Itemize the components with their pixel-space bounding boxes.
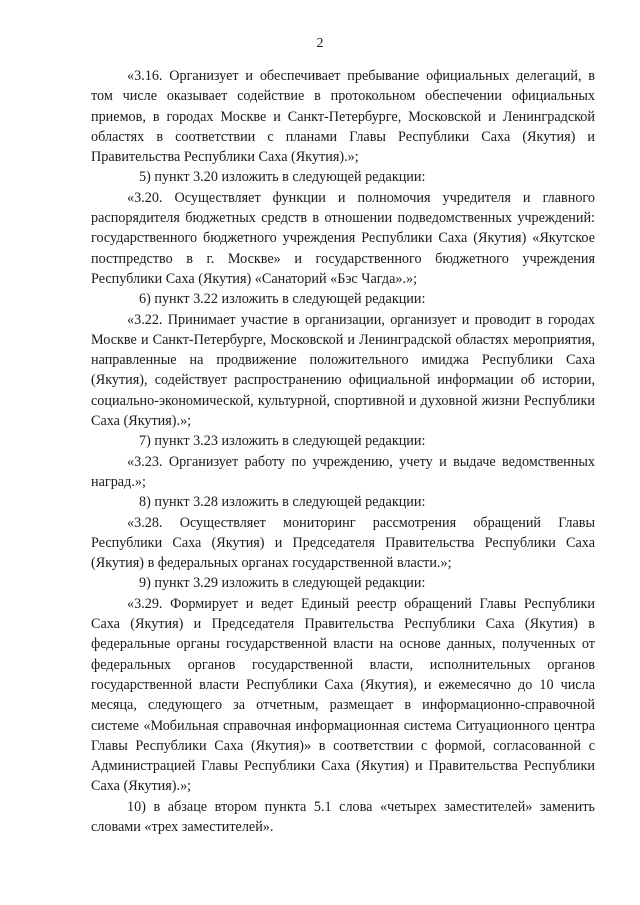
amendment-instruction-6: 6) пункт 3.22 изложить в следующей редакции: (139, 291, 426, 308)
amendment-instruction-9: 9) пункт 3.29 изложить в следующей редакции: (139, 575, 426, 592)
paragraph-3-29: «3.29. Формирует и ведет Единый реестр обращений Главы Республики Саха (Якутия) и Председателя Правительства Республики Саха (Якутия) в федеральные органы государственной власти на основе данных, полученных от федеральных органов государственной власти, исполнительных органов государственной власти Республики Саха (Якутия), и ежемесячно до 10 числа месяца, следующего за отчетным, размещает в информационно-справочной системе «Мобильная справочная информационная система Ситуационного центра Главы Республики Саха (Якутия)» в соответствии с формой, согласованной с Администрацией Главы Республики Саха (Якутия) и Правительства Республики Саха (Якутия).»; (91, 595, 595, 795)
page-number: 2 (316, 36, 324, 51)
amendment-instruction-5: 5) пункт 3.20 изложить в следующей редакции: (139, 169, 426, 186)
paragraph-3-28: «3.28. Осуществляет мониторинг рассмотрения обращений Главы Республики Саха (Якутия) и Председателя Правительства Республики Саха (Якутия) в федеральных органах государственной власти.»; (91, 514, 595, 572)
amendment-instruction-10: 10) в абзаце втором пункта 5.1 слова «четырех заместителей» заменить словами «трех заместителей». (91, 798, 595, 835)
amendment-instruction-8: 8) пункт 3.28 изложить в следующей редакции: (139, 494, 426, 511)
paragraph-3-22: «3.22. Принимает участие в организации, организует и проводит в городах Москве и Санкт-Петербурге, Московской и Ленинградской областях мероприятия, направленные на продвижение положительного имиджа Республики Саха (Якутия), содействует распространению официальной информации об истории, социально-экономической, культурной, спортивной и духовной жизни Республики Саха (Якутия).»; (91, 311, 595, 430)
paragraph-3-16: «3.16. Организует и обеспечивает пребывание официальных делегаций, в том числе оказывает содействие в протокольном обеспечении официальных приемов, в городах Москве и Санкт-Петербурге, Московской и Ленинградской областях в соответствии с планами Главы Республики Саха (Якутия) и Правительства Республики Саха (Якутия).»; (91, 68, 595, 166)
paragraph-3-23: «3.23. Организует работу по учреждению, учету и выдаче ведомственных наград.»; (91, 453, 595, 490)
document-body (91, 66, 595, 837)
paragraph-3-20: «3.20. Осуществляет функции и полномочия учредителя и главного распорядителя бюджетных средств в отношении подведомственных учреждений: государственного бюджетного учреждения Республики Саха (Якутия) «Якутское постпредство в г. Москве» и государственного бюджетного учреждения Республики Саха (Якутия) «Санаторий «Бэс Чагда».»; (91, 189, 595, 287)
amendment-instruction-7: 7) пункт 3.23 изложить в следующей редакции: (139, 433, 426, 450)
